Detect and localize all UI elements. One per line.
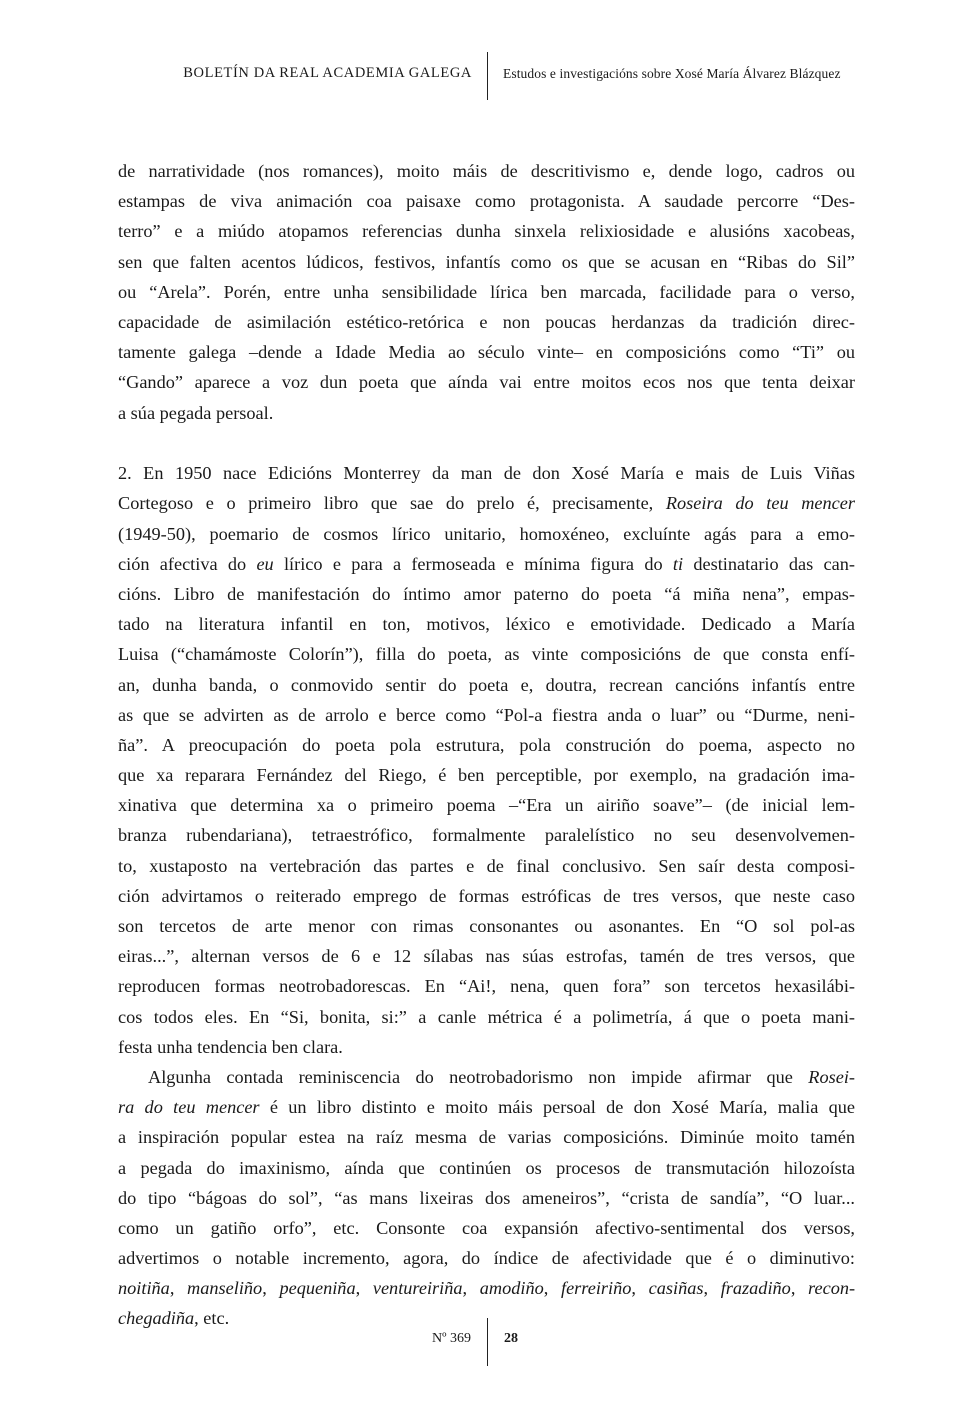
text-run: , bbox=[790, 1278, 809, 1299]
text-run: xinativa que determina xa o primeiro poema –“Era un airiño soave”– (de inicial lem- bbox=[118, 795, 855, 816]
italic-text: recon- bbox=[808, 1278, 856, 1299]
text-run: , bbox=[543, 1278, 561, 1299]
text-run: de narratividade (nos romances), moito máis de descritivismo e, dende logo, cadros ou bbox=[118, 161, 855, 181]
text-run: “Gando” aparece a voz dun poeta que aínda vai entre moitos ecos nos que tenta deixar bbox=[118, 372, 855, 393]
text-run: tado na literatura infantil en ton, motivos, léxico e emotividade. Dedicado a María bbox=[118, 614, 855, 635]
text-line bbox=[118, 398, 855, 428]
text-run: Cortegoso e o primeiro libro que sae do prelo é, precisamente, bbox=[118, 493, 666, 514]
text-run: , bbox=[355, 1278, 373, 1299]
text-line bbox=[118, 549, 855, 579]
text-run: to, xustaposto na vertebración das partes e de final conclusivo. Sen saír desta composi- bbox=[118, 855, 855, 876]
paragraph bbox=[118, 156, 855, 428]
text-line bbox=[118, 760, 855, 790]
text-run: tamente galega –dende a Idade Media ao século vinte– en composicións como “Ti” ou bbox=[118, 342, 855, 363]
text-line bbox=[118, 579, 855, 609]
text-line bbox=[118, 186, 855, 216]
footer-divider bbox=[487, 1318, 488, 1366]
text-run: Algunha contada reminiscencia do neotrobadorismo non impide afirmar que bbox=[148, 1066, 809, 1087]
text-run: , bbox=[462, 1278, 480, 1299]
text-line bbox=[118, 1243, 855, 1273]
text-run: do tipo “bágoas do sol”, “as mans lixeiras dos ameneiros”, “crista de sandía”, “O luar... bbox=[118, 1187, 855, 1208]
italic-text: Rosei- bbox=[808, 1066, 855, 1087]
text-line bbox=[118, 458, 855, 488]
text-run: ción afectiva do bbox=[118, 553, 257, 574]
page-number: 28 bbox=[504, 1331, 518, 1346]
italic-text: pequeniña bbox=[279, 1278, 356, 1299]
text-line bbox=[118, 1122, 855, 1152]
text-run: eiras...”, alternan versos de 6 e 12 sílabas nas súas estrofas, tamén de tres versos, que bbox=[118, 946, 855, 967]
text-line bbox=[118, 971, 855, 1001]
text-run: Luisa (“chamámoste Colorín”), filla do poeta, as vinte composicións de que consta enfí- bbox=[118, 644, 855, 665]
text-line bbox=[118, 1153, 855, 1183]
text-line bbox=[118, 911, 855, 941]
running-header bbox=[0, 52, 975, 100]
text-line bbox=[118, 1273, 855, 1303]
text-line bbox=[118, 851, 855, 881]
italic-text: eu bbox=[256, 553, 274, 574]
italic-text: manseliño bbox=[187, 1278, 263, 1299]
italic-text: ti bbox=[672, 553, 684, 574]
issue-number: Nº 369 bbox=[432, 1331, 471, 1346]
text-line bbox=[118, 519, 855, 549]
text-line bbox=[118, 1032, 855, 1062]
paragraph-gap bbox=[118, 428, 855, 459]
text-run: a inspiración popular estea na raíz mesma de varias composicións. Diminúe moito tamén bbox=[118, 1127, 855, 1148]
article-body bbox=[118, 156, 855, 1334]
text-line bbox=[118, 247, 855, 277]
text-run: sen que falten acentos lúdicos, festivos, infantís como os que se acusan en “Ribas do Sil” bbox=[118, 251, 855, 272]
text-run: cos todos eles. En “Si, bonita, si:” a canle métrica é a polimetría, á que o poeta mani- bbox=[118, 1006, 855, 1027]
text-run: é un libro distinto e moito máis persoal de don Xosé María, malia que bbox=[259, 1097, 855, 1118]
text-line bbox=[118, 820, 855, 850]
italic-text: ventureiriña bbox=[372, 1278, 463, 1299]
text-run: festa unha tendencia ben clara. bbox=[118, 1036, 343, 1057]
italic-text: noitiña bbox=[118, 1278, 170, 1299]
text-run: , bbox=[262, 1278, 280, 1299]
text-run: capacidade de asimilación estético-retórica e non poucas herdanzas da tradición direc- bbox=[118, 311, 855, 332]
text-run: ña”. A preocupación do poeta pola estrutura, pola construción do poema, aspecto no bbox=[118, 734, 855, 755]
text-run: a súa pegada persoal. bbox=[118, 402, 274, 423]
italic-text: casiñas bbox=[648, 1278, 704, 1299]
journal-title: BOLETÍN DA REAL ACADEMIA GALEGA bbox=[183, 65, 472, 81]
text-line bbox=[118, 1092, 855, 1122]
text-run: advertimos o notable incremento, agora, do índice de afectividade que é o diminutivo: bbox=[118, 1248, 855, 1269]
text-run: as que se advirten as de arrolo e berce como “Pol-a fiestra anda o luar” ou “Durme, neni- bbox=[118, 704, 855, 725]
text-run: que xa reparara Fernández del Riego, é ben perceptible, por exemplo, na gradación ima- bbox=[118, 765, 855, 786]
text-line bbox=[118, 609, 855, 639]
text-line bbox=[118, 307, 855, 337]
paragraph bbox=[118, 1062, 855, 1334]
text-run: reproducen formas neotrobadorescas. En “Ai!, nena, quen fora” son tercetos hexasilábi- bbox=[118, 976, 855, 997]
text-run: , etc. bbox=[194, 1308, 230, 1329]
italic-text: Roseira do teu mencer bbox=[665, 493, 855, 514]
text-run: como un gatiño orfo”, etc. Consonte coa expansión afectivo-sentimental dos versos, bbox=[118, 1217, 855, 1238]
paragraph bbox=[118, 458, 855, 1062]
text-run: terro” e a miúdo atopamos referencias dunha sinxela relixiosidade e alusións xacobeas, bbox=[118, 221, 855, 242]
text-line bbox=[118, 1213, 855, 1243]
text-run: a pegada do imaxinismo, aínda que continúen os procesos de transmutación hilozoísta bbox=[118, 1157, 855, 1178]
text-line bbox=[118, 1183, 855, 1213]
text-run: destinatario das can- bbox=[683, 553, 855, 574]
text-run: branza rubendariana), tetraestrófico, formalmente paralelístico no seu desenvolvemen- bbox=[118, 825, 855, 846]
text-line bbox=[118, 790, 855, 820]
italic-text: chegadiña bbox=[118, 1308, 195, 1329]
text-run: , bbox=[703, 1278, 721, 1299]
text-line bbox=[118, 941, 855, 971]
italic-text: ra do teu mencer bbox=[118, 1097, 260, 1118]
text-line bbox=[118, 700, 855, 730]
text-run: ción advirtamos o reiterado emprego de formas estróficas de tres versos, que neste caso bbox=[118, 885, 855, 906]
text-line bbox=[118, 337, 855, 367]
text-line bbox=[118, 730, 855, 760]
text-line bbox=[118, 881, 855, 911]
text-run: lírico e para a fermoseada e mínima figura do bbox=[273, 553, 673, 574]
text-line bbox=[118, 277, 855, 307]
italic-text: amodiño bbox=[479, 1278, 544, 1299]
text-run: , bbox=[169, 1278, 188, 1299]
text-line bbox=[118, 1062, 855, 1092]
text-line bbox=[118, 216, 855, 246]
italic-text: frazadiño bbox=[720, 1278, 791, 1299]
text-line bbox=[118, 367, 855, 397]
italic-text: ferreiriño bbox=[560, 1278, 632, 1299]
text-run: ou “Arela”. Porén, entre unha sensibilidade lírica ben marcada, facilidade para o verso, bbox=[118, 281, 855, 302]
text-run: , bbox=[631, 1278, 649, 1299]
text-run: 2. En 1950 nace Edicións Monterrey da man de don Xosé María e mais de Luis Viñas bbox=[118, 463, 855, 484]
text-line bbox=[118, 1002, 855, 1032]
text-line bbox=[118, 670, 855, 700]
text-run: (1949-50), poemario de cosmos lírico unitario, homoxéneo, excluínte agás para a emo- bbox=[118, 523, 855, 544]
text-run: estampas de viva animación coa paisaxe como protagonista. A saudade percorre “Des- bbox=[118, 191, 855, 212]
running-footer bbox=[0, 1318, 975, 1366]
header-divider bbox=[487, 52, 488, 100]
text-line bbox=[118, 639, 855, 669]
text-run: an, dunha banda, o conmovido sentir do poeta e, doutra, recrean cancións infantís entre bbox=[118, 674, 855, 695]
text-line bbox=[118, 156, 855, 186]
text-run: cións. Libro de manifestación do íntimo amor paterno do poeta “á miña nena”, empas- bbox=[118, 583, 855, 604]
section-title: Estudos e investigacións sobre Xosé María Álvarez Blázquez bbox=[503, 66, 841, 81]
text-run: son tercetos de arte menor con rimas consonantes ou asonantes. En “O sol pol-as bbox=[118, 916, 855, 936]
text-line bbox=[118, 488, 855, 518]
